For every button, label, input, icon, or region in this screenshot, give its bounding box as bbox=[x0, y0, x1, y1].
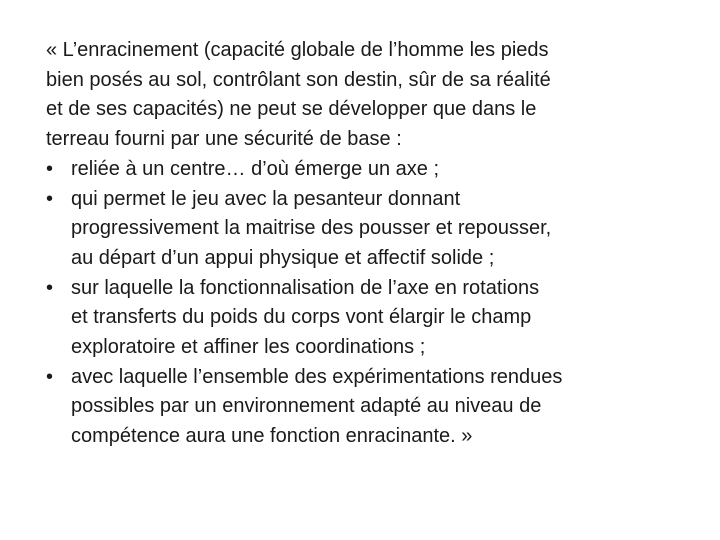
bullet-list bbox=[46, 155, 686, 452]
intro-line: « L’enracinement (capacité globale de l’homme les pieds bbox=[46, 39, 549, 61]
intro-line: terreau fourni par une sécurité de base : bbox=[46, 128, 402, 151]
bullet-icon: • bbox=[46, 365, 54, 388]
bullet-line: compétence aura une fonction enracinante. » bbox=[71, 425, 473, 448]
bullet-line: sur laquelle la fonctionnalisation de l’axe en rotations bbox=[71, 276, 540, 299]
bullet-icon: • bbox=[46, 187, 54, 210]
bullet-line: reliée à un centre… d’où émerge un axe ; bbox=[71, 157, 439, 180]
bullet-item bbox=[46, 155, 686, 185]
intro-line: et de ses capacités) ne peut se développer que dans le bbox=[46, 98, 537, 121]
bullet-line: et transferts du poids du corps vont élargir le champ bbox=[71, 306, 532, 329]
bullet-line: exploratoire et affiner les coordinations ; bbox=[71, 336, 426, 359]
bullet-line: qui permet le jeu avec la pesanteur donnant bbox=[71, 187, 461, 210]
intro-line: bien posés au sol, contrôlant son destin, sûr de sa réalité bbox=[46, 68, 551, 91]
quote-text-block bbox=[46, 36, 686, 452]
bullet-icon: • bbox=[46, 157, 54, 180]
bullet-line: possibles par un environnement adapté au niveau de bbox=[71, 395, 542, 418]
bullet-line: progressivement la maitrise des pousser et repousser, bbox=[71, 217, 552, 240]
bullet-item bbox=[46, 363, 686, 452]
bullet-line: avec laquelle l’ensemble des expérimentations rendues bbox=[71, 365, 563, 388]
bullet-item bbox=[46, 185, 686, 274]
intro-paragraph bbox=[46, 36, 686, 155]
bullet-line: au départ d’un appui physique et affectif solide ; bbox=[71, 246, 495, 269]
bullet-item bbox=[46, 274, 686, 363]
bullet-icon: • bbox=[46, 276, 54, 299]
